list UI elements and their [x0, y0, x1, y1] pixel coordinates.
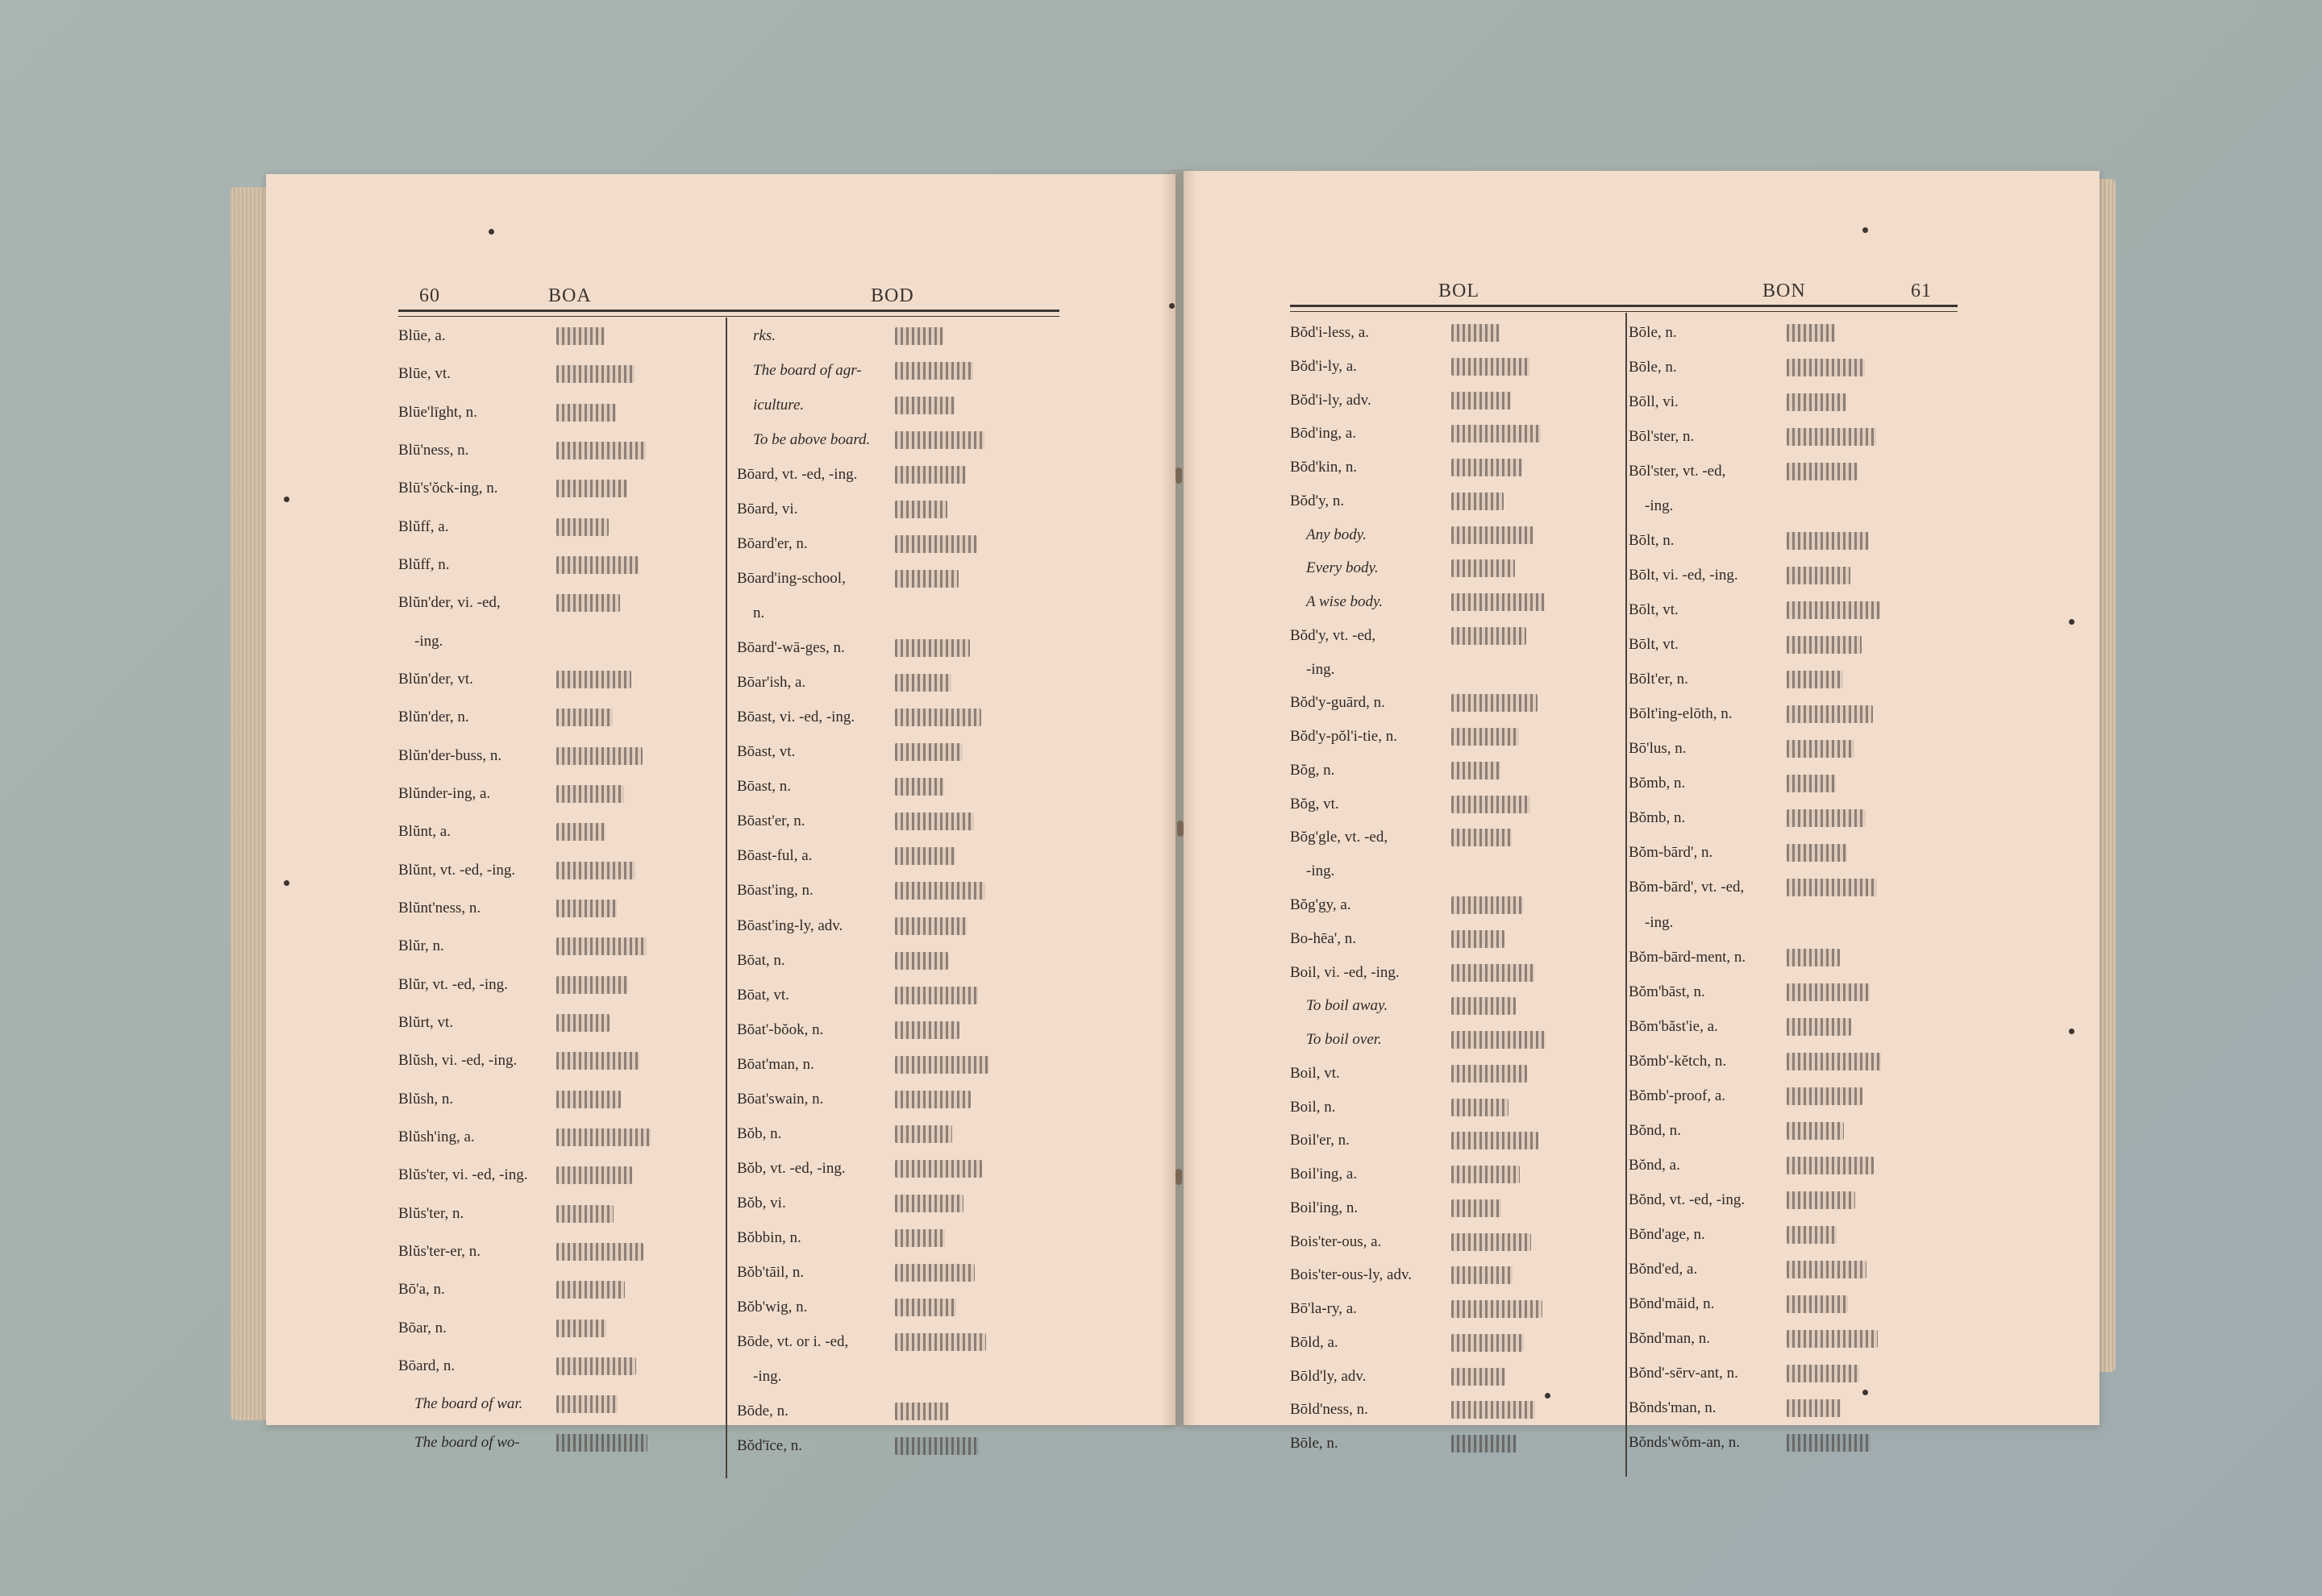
japanese-gloss: [1787, 879, 1877, 896]
japanese-gloss: [556, 480, 627, 497]
dictionary-headword: Bŏd'i-less, a.: [1290, 324, 1369, 341]
dictionary-headword: iculture.: [753, 397, 805, 414]
japanese-gloss: [1787, 393, 1846, 411]
dictionary-headword: -ing.: [753, 1368, 782, 1385]
dictionary-headword: Bŏg, vt.: [1290, 796, 1339, 813]
japanese-gloss: [1451, 1132, 1538, 1149]
japanese-gloss: [1787, 324, 1835, 342]
dictionary-headword: Bōat'-bŏok, n.: [737, 1021, 824, 1038]
japanese-gloss: [556, 1166, 632, 1184]
japanese-gloss: [895, 397, 955, 414]
japanese-gloss: [895, 1403, 949, 1420]
dictionary-headword: -ing.: [1306, 862, 1335, 879]
japanese-gloss: [1451, 392, 1511, 409]
dictionary-headword: Blŭsh, n.: [398, 1091, 454, 1108]
left-page-stack-edges: [231, 187, 269, 1420]
dictionary-headword: Boil'er, n.: [1290, 1132, 1350, 1149]
dictionary-headword: Blŭn'der, vi. -ed,: [398, 594, 501, 611]
dictionary-headword: Bŏd'y-guārd, n.: [1290, 694, 1385, 711]
binding-stitch: [1176, 1169, 1182, 1185]
japanese-gloss: [895, 1021, 959, 1039]
dictionary-headword: Bōld'ly, adv.: [1290, 1368, 1367, 1385]
dictionary-headword: Bōard'ing-school,: [737, 570, 846, 587]
dictionary-headword: Blŭsh'ing, a.: [398, 1128, 475, 1145]
dictionary-headword: Bōll, vi.: [1629, 393, 1679, 410]
dictionary-headword: Bōl'ster, vt. -ed,: [1629, 463, 1726, 480]
japanese-gloss: [895, 501, 947, 518]
japanese-gloss: [556, 785, 624, 803]
binding-hole: [1862, 227, 1868, 233]
japanese-gloss: [895, 1125, 952, 1143]
binding-stitch: [1176, 468, 1182, 484]
dictionary-headword: n.: [753, 605, 765, 621]
dictionary-headword: Bōast'er, n.: [737, 813, 805, 829]
binding-hole: [1169, 303, 1175, 309]
right-head-rule: [1290, 305, 1958, 312]
dictionary-headword: Blŭff, n.: [398, 556, 450, 573]
dictionary-headword: Bŏb, n.: [737, 1125, 782, 1142]
japanese-gloss: [556, 1014, 610, 1032]
japanese-gloss: [1451, 526, 1533, 544]
japanese-gloss: [556, 747, 643, 765]
japanese-gloss: [895, 1299, 956, 1316]
japanese-gloss: [1451, 1166, 1520, 1183]
dictionary-headword: Bŏm-bārd-ment, n.: [1629, 949, 1746, 966]
japanese-gloss: [1787, 949, 1840, 966]
japanese-gloss: [1787, 1087, 1862, 1105]
japanese-gloss: [1787, 983, 1870, 1001]
dictionary-headword: Bō'lus, n.: [1629, 740, 1687, 757]
japanese-gloss: [895, 813, 974, 830]
japanese-gloss: [1451, 425, 1541, 443]
right-page-number: 61: [1911, 281, 1932, 301]
book-gutter: [1161, 169, 1196, 1427]
japanese-gloss: [895, 847, 955, 865]
dictionary-headword: Bŏb'wig, n.: [737, 1299, 808, 1315]
dictionary-headword: The board of war.: [414, 1395, 523, 1412]
dictionary-headword: Blŭs'ter-er, n.: [398, 1243, 481, 1260]
right-page: [1184, 171, 2099, 1452]
dictionary-headword: Bois'ter-ous, a.: [1290, 1233, 1382, 1250]
japanese-gloss: [895, 709, 981, 726]
dictionary-headword: Bōlt'ing-elōth, n.: [1629, 705, 1733, 722]
right-column-2: [1629, 324, 1959, 1485]
japanese-gloss: [556, 1091, 621, 1108]
dictionary-headword: Bōle, n.: [1290, 1435, 1338, 1452]
dictionary-headword: Bŏnds'man, n.: [1629, 1399, 1717, 1416]
dictionary-headword: Bō'a, n.: [398, 1281, 445, 1298]
dictionary-headword: Any body.: [1306, 526, 1367, 543]
japanese-gloss: [1787, 428, 1876, 446]
japanese-gloss: [895, 1091, 971, 1108]
japanese-gloss: [1451, 1368, 1505, 1386]
dictionary-headword: Blŭff, a.: [398, 518, 449, 535]
dictionary-headword: Bŏmb, n.: [1629, 775, 1686, 792]
dictionary-headword: Bŏb, vt. -ed, -ing.: [737, 1160, 846, 1177]
dictionary-headword: Bo-hēa', n.: [1290, 930, 1357, 947]
dictionary-headword: Bōle, n.: [1629, 324, 1677, 341]
dictionary-headword: Bōde, n.: [737, 1403, 789, 1419]
dictionary-headword: Bōard, n.: [398, 1357, 456, 1374]
dictionary-headword: Bŏm'bāst, n.: [1629, 983, 1705, 1000]
dictionary-headword: Bōde, vt. or i. -ed,: [737, 1333, 849, 1350]
dictionary-headword: Blŭsh, vi. -ed, -ing.: [398, 1052, 518, 1069]
left-page-number: 60: [419, 285, 440, 306]
dictionary-headword: Bŏnd, n.: [1629, 1122, 1681, 1139]
japanese-gloss: [556, 1052, 639, 1070]
dictionary-headword: Bōd'ing, a.: [1290, 425, 1357, 442]
japanese-gloss: [1451, 1233, 1531, 1251]
japanese-gloss: [1451, 1300, 1542, 1318]
dictionary-headword: -ing.: [1306, 661, 1335, 678]
japanese-gloss: [1451, 358, 1529, 376]
japanese-gloss: [1451, 694, 1538, 712]
japanese-gloss: [556, 1205, 614, 1223]
japanese-gloss: [1787, 1122, 1844, 1140]
japanese-gloss: [1787, 844, 1847, 862]
dictionary-headword: Bŏg'gle, vt. -ed,: [1290, 829, 1388, 846]
dictionary-headword: Blŭnt, a.: [398, 823, 451, 840]
binding-hole: [284, 497, 289, 502]
right-guide-word-1: BOL: [1438, 281, 1479, 301]
japanese-gloss: [1451, 728, 1519, 746]
japanese-gloss: [1451, 1199, 1501, 1217]
japanese-gloss: [895, 535, 977, 553]
japanese-gloss: [1451, 762, 1500, 779]
japanese-gloss: [1451, 829, 1512, 846]
japanese-gloss: [1787, 636, 1862, 654]
japanese-gloss: [556, 1395, 618, 1413]
japanese-gloss: [895, 1264, 975, 1282]
dictionary-headword: Bŏm'băst'ie, a.: [1629, 1018, 1718, 1035]
dictionary-headword: Bŏg, n.: [1290, 762, 1335, 779]
japanese-gloss: [1787, 1157, 1874, 1174]
japanese-gloss: [1787, 705, 1873, 723]
japanese-gloss: [556, 671, 631, 688]
dictionary-headword: Blŭnt'ness, n.: [398, 900, 481, 916]
dictionary-headword: Bŏnd, vt. -ed, -ing.: [1629, 1191, 1746, 1208]
dictionary-headword: Bōard, vt. -ed, -ing.: [737, 466, 858, 483]
japanese-gloss: [1451, 1334, 1524, 1352]
dictionary-headword: -ing.: [1645, 497, 1674, 514]
dictionary-headword: Bois'ter-ous-ly, adv.: [1290, 1266, 1412, 1283]
dictionary-headword: Bŏm-bārd', vt. -ed,: [1629, 879, 1745, 896]
dictionary-headword: Bŏd'kin, n.: [1290, 459, 1358, 476]
dictionary-headword: Bōat'man, n.: [737, 1056, 814, 1073]
dictionary-headword: Bōar, n.: [398, 1320, 447, 1336]
japanese-gloss: [1787, 463, 1858, 480]
dictionary-headword: Bōast'ing, n.: [737, 882, 814, 899]
binding-hole: [1862, 1390, 1868, 1395]
japanese-gloss: [895, 743, 963, 761]
dictionary-headword: Bŏnd, a.: [1629, 1157, 1680, 1174]
dictionary-headword: To boil over.: [1306, 1031, 1382, 1048]
japanese-gloss: [1787, 532, 1869, 550]
dictionary-headword: Bŏb'tāil, n.: [737, 1264, 805, 1281]
right-column-1: [1290, 324, 1621, 1485]
dictionary-headword: Bōld, a.: [1290, 1334, 1338, 1351]
dictionary-headword: Blŭn'der-buss, n.: [398, 747, 502, 764]
dictionary-headword: Bōlt, vt.: [1629, 636, 1679, 653]
dictionary-headword: Bŏmb, n.: [1629, 809, 1686, 826]
japanese-gloss: [1787, 775, 1836, 792]
dictionary-headword: Bŏnd'man, n.: [1629, 1330, 1711, 1347]
dictionary-headword: Bŏnd'māid, n.: [1629, 1295, 1715, 1312]
japanese-gloss: [1787, 1053, 1881, 1070]
japanese-gloss: [895, 1056, 989, 1074]
binding-hole: [1545, 1393, 1550, 1399]
japanese-gloss: [1451, 593, 1545, 611]
japanese-gloss: [895, 466, 966, 484]
japanese-gloss: [1787, 1295, 1848, 1313]
dictionary-headword: Boil, vt.: [1290, 1065, 1340, 1082]
dictionary-headword: Bŏd'i-ly, a.: [1290, 358, 1357, 375]
left-guide-word-2: BOD: [871, 285, 914, 306]
japanese-gloss: [1787, 671, 1843, 688]
japanese-gloss: [1787, 601, 1880, 619]
japanese-gloss: [556, 1434, 647, 1452]
dictionary-headword: Boil'ing, a.: [1290, 1166, 1358, 1182]
japanese-gloss: [895, 362, 973, 380]
dictionary-headword: Blŭs'ter, n.: [398, 1205, 464, 1222]
japanese-gloss: [556, 862, 635, 879]
dictionary-headword: Blūe'līght, n.: [398, 404, 477, 421]
dictionary-headword: To boil away.: [1306, 997, 1388, 1014]
japanese-gloss: [1451, 1099, 1508, 1116]
dictionary-headword: Bōard'-wā-ges, n.: [737, 639, 845, 656]
dictionary-headword: Bōast, vi. -ed, -ing.: [737, 709, 855, 725]
japanese-gloss: [1787, 1399, 1841, 1417]
japanese-gloss: [556, 1243, 643, 1261]
japanese-gloss: [556, 823, 605, 841]
binding-hole: [489, 229, 494, 235]
dictionary-headword: Bō'la-ry, a.: [1290, 1300, 1357, 1317]
dictionary-headword: Bōast'ing-ly, adv.: [737, 917, 843, 934]
left-column-1: [398, 327, 721, 1488]
japanese-gloss: [1787, 809, 1866, 827]
dictionary-headword: The board of agr-: [753, 362, 862, 379]
japanese-gloss: [1787, 567, 1850, 584]
japanese-gloss: [895, 1333, 986, 1351]
dictionary-headword: Bŏmb'-kĕtch, n.: [1629, 1053, 1727, 1070]
dictionary-headword: To be above board.: [753, 431, 871, 448]
japanese-gloss: [1787, 1191, 1855, 1209]
dictionary-headword: Bōlt, vt.: [1629, 601, 1679, 618]
japanese-gloss: [895, 570, 959, 588]
left-column-divider: [726, 318, 727, 1478]
dictionary-headword: rks.: [753, 327, 776, 344]
left-page: [266, 174, 1176, 1454]
binding-hole: [284, 880, 289, 886]
japanese-gloss: [556, 594, 620, 612]
japanese-gloss: [895, 674, 951, 692]
dictionary-headword: Bōat'swain, n.: [737, 1091, 824, 1108]
dictionary-headword: Bōlt'er, n.: [1629, 671, 1688, 688]
dictionary-headword: Bŏd'īce, n.: [737, 1437, 802, 1454]
dictionary-headword: Bŏd'y, n.: [1290, 493, 1345, 509]
japanese-gloss: [1451, 1435, 1517, 1453]
japanese-gloss: [556, 900, 617, 917]
japanese-gloss: [895, 952, 948, 970]
left-column-2: [737, 327, 1059, 1488]
dictionary-headword: Blūe, a.: [398, 327, 446, 344]
japanese-gloss: [556, 1320, 606, 1337]
japanese-gloss: [1451, 1065, 1527, 1083]
japanese-gloss: [556, 518, 609, 536]
dictionary-headword: A wise body.: [1306, 593, 1384, 610]
dictionary-headword: Bŏd'i-ly, adv.: [1290, 392, 1371, 409]
japanese-gloss: [556, 1128, 651, 1146]
dictionary-headword: Blŭn'der, vt.: [398, 671, 473, 688]
dictionary-headword: The board of wo-: [414, 1434, 520, 1451]
dictionary-headword: Bŏnd'-sērv-ant, n.: [1629, 1365, 1738, 1382]
dictionary-headword: Blūe, vt.: [398, 365, 451, 382]
dictionary-headword: Blŭs'ter, vi. -ed, -ing.: [398, 1166, 528, 1183]
dictionary-headword: Bŏmb'-proof, a.: [1629, 1087, 1726, 1104]
dictionary-headword: Bōld'ness, n.: [1290, 1401, 1368, 1418]
japanese-gloss: [1787, 1261, 1866, 1278]
dictionary-headword: Bŏnds'wŏm-an, n.: [1629, 1434, 1741, 1451]
dictionary-headword: Bŏd'y-pŏl'i-tie, n.: [1290, 728, 1397, 745]
dictionary-headword: Blŭnder-ing, a.: [398, 785, 491, 802]
left-head-rule: [398, 310, 1059, 317]
japanese-gloss: [1787, 1365, 1859, 1382]
dictionary-headword: Bŏbbin, n.: [737, 1229, 801, 1246]
dictionary-headword: Bōard'er, n.: [737, 535, 808, 552]
japanese-gloss: [1451, 324, 1500, 342]
dictionary-headword: Every body.: [1306, 559, 1379, 576]
japanese-gloss: [895, 778, 944, 796]
japanese-gloss: [1787, 1434, 1870, 1452]
japanese-gloss: [1451, 796, 1530, 813]
japanese-gloss: [895, 882, 985, 900]
dictionary-headword: Bŏd'y, vt. -ed,: [1290, 627, 1376, 644]
dictionary-headword: Bŏnd'age, n.: [1629, 1226, 1705, 1243]
dictionary-headword: Blŭrt, vt.: [398, 1014, 454, 1031]
japanese-gloss: [895, 1437, 979, 1455]
dictionary-headword: Bōlt, n.: [1629, 532, 1675, 549]
japanese-gloss: [1787, 359, 1865, 376]
binding-hole: [2069, 619, 2074, 625]
japanese-gloss: [895, 1195, 963, 1212]
japanese-gloss: [895, 1160, 982, 1178]
japanese-gloss: [1451, 930, 1504, 948]
japanese-gloss: [1451, 559, 1515, 577]
binding-hole: [2069, 1029, 2074, 1034]
japanese-gloss: [895, 917, 967, 935]
japanese-gloss: [895, 639, 970, 657]
dictionary-headword: Boil, vi. -ed, -ing.: [1290, 964, 1400, 981]
dictionary-headword: Bōast, vt.: [737, 743, 796, 760]
dictionary-headword: Bōast, n.: [737, 778, 792, 795]
japanese-gloss: [895, 987, 978, 1004]
dictionary-headword: -ing.: [1645, 914, 1674, 931]
japanese-gloss: [1451, 1401, 1535, 1419]
dictionary-headword: Boil'ing, n.: [1290, 1199, 1359, 1216]
dictionary-headword: Bōat, n.: [737, 952, 785, 969]
dictionary-headword: Bōl'ster, n.: [1629, 428, 1695, 445]
left-guide-word-1: BOA: [548, 285, 592, 306]
japanese-gloss: [1451, 459, 1522, 476]
dictionary-headword: Blŭnt, vt. -ed, -ing.: [398, 862, 516, 879]
dictionary-headword: Blū'ness, n.: [398, 442, 469, 459]
right-guide-word-2: BON: [1762, 281, 1806, 301]
dictionary-headword: Bŏnd'ed, a.: [1629, 1261, 1698, 1278]
japanese-gloss: [1451, 1031, 1546, 1049]
dictionary-headword: Bōat, vt.: [737, 987, 789, 1004]
japanese-gloss: [556, 365, 635, 383]
japanese-gloss: [895, 431, 984, 449]
japanese-gloss: [556, 976, 628, 994]
dictionary-headword: Bōar'ish, a.: [737, 674, 806, 691]
japanese-gloss: [895, 327, 943, 345]
dictionary-headword: Bōle, n.: [1629, 359, 1677, 376]
japanese-gloss: [556, 1281, 625, 1299]
japanese-gloss: [895, 1229, 945, 1247]
dictionary-headword: Bōast-ful, a.: [737, 847, 813, 864]
dictionary-headword: Blŭn'der, n.: [398, 709, 469, 725]
japanese-gloss: [1787, 740, 1854, 758]
japanese-gloss: [556, 327, 605, 345]
japanese-gloss: [1787, 1330, 1878, 1348]
dictionary-headword: -ing.: [414, 633, 443, 650]
dictionary-headword: Boil, n.: [1290, 1099, 1336, 1116]
japanese-gloss: [1451, 493, 1504, 510]
dictionary-headword: Blŭr, n.: [398, 937, 444, 954]
dictionary-headword: Blŭr, vt. -ed, -ing.: [398, 976, 508, 993]
japanese-gloss: [556, 937, 647, 955]
dictionary-headword: Bōlt, vi. -ed, -ing.: [1629, 567, 1738, 584]
dictionary-headword: Bŏb, vi.: [737, 1195, 786, 1212]
japanese-gloss: [1787, 1018, 1851, 1036]
dictionary-headword: Blū's'ŏck-ing, n.: [398, 480, 498, 497]
japanese-gloss: [556, 404, 616, 422]
dictionary-headword: Bŏm-bārd', n.: [1629, 844, 1713, 861]
dictionary-headword: Bōard, vi.: [737, 501, 798, 517]
right-column-divider: [1625, 313, 1627, 1477]
dictionary-headword: Bŏg'gy, a.: [1290, 896, 1351, 913]
japanese-gloss: [556, 556, 639, 574]
japanese-gloss: [1451, 627, 1526, 645]
japanese-gloss: [556, 1357, 636, 1375]
japanese-gloss: [556, 709, 613, 726]
japanese-gloss: [1451, 896, 1523, 914]
japanese-gloss: [556, 442, 646, 459]
japanese-gloss: [1451, 1266, 1513, 1284]
japanese-gloss: [1451, 964, 1534, 982]
japanese-gloss: [1787, 1226, 1837, 1244]
japanese-gloss: [1451, 997, 1516, 1015]
binding-stitch: [1177, 821, 1184, 837]
